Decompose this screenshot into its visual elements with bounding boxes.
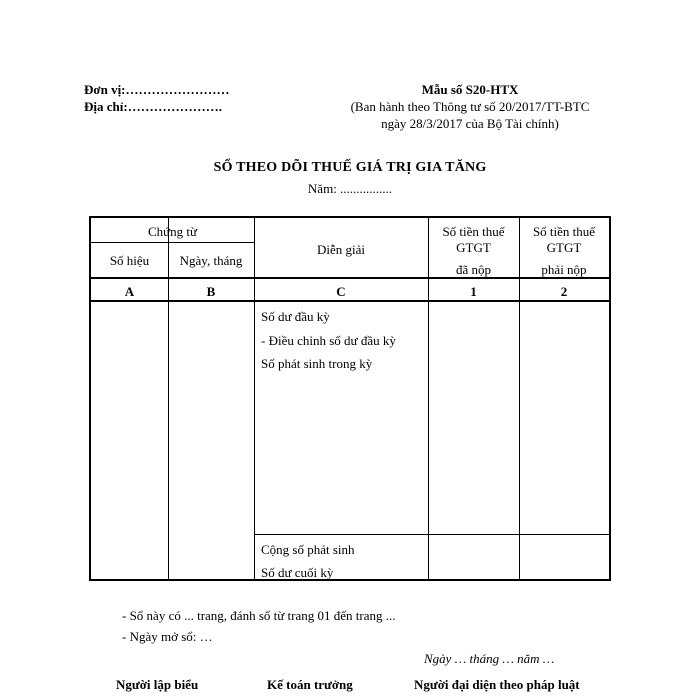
column-code-b: B: [206, 284, 216, 299]
col-divider-b-c: [254, 218, 255, 579]
signature-chief-accountant-label: Kế toán trưởng: [267, 677, 353, 692]
voucher-date-header: Ngày, tháng: [179, 253, 243, 268]
vat-paid-header-line-3: đã nộp: [455, 262, 492, 277]
group-header-divider: [91, 242, 254, 243]
row-adjust-opening-balance: - Điều chỉnh số dư đầu kỳ: [261, 333, 396, 348]
vat-paid-header-line-1: Số tiền thuế: [442, 224, 505, 239]
vat-payable-header-line-3: phải nộp: [541, 262, 587, 277]
form-code: Mẫu số S20-HTX: [421, 82, 519, 97]
voucher-number-header: Số hiệu: [109, 253, 150, 268]
note-page-count: - Sổ này có ... trang, đánh số từ trang 01 đến trang ...: [122, 608, 396, 623]
column-code-2: 2: [560, 284, 568, 299]
document-year: Năm: ................: [307, 181, 393, 196]
unit-label: Đơn vị:……………………: [84, 82, 230, 97]
signature-legal-representative-label: Người đại diện theo pháp luật: [414, 677, 580, 692]
voucher-group-header: Chứng từ: [147, 224, 198, 239]
document-title: SỔ THEO DÕI THUẾ GIÁ TRỊ GIA TĂNG: [213, 160, 487, 175]
row-opening-balance: Số dư đầu kỳ: [261, 309, 330, 324]
row-total-arising: Cộng số phát sinh: [261, 542, 355, 557]
col-divider-a-b: [168, 218, 169, 579]
form-issue-line-1: (Ban hành theo Thông tư số 20/2017/TT-BTC: [350, 99, 590, 114]
form-issue-line-2: ngày 28/3/2017 của Bộ Tài chính): [381, 116, 559, 131]
vat-ledger-table: [89, 216, 611, 581]
row-arising-in-period: Số phát sinh trong kỳ: [261, 356, 373, 371]
description-header: Diễn giải: [316, 242, 365, 257]
column-code-a: A: [124, 284, 135, 299]
address-label: Địa chỉ:………………….: [84, 99, 222, 114]
column-code-1: 1: [470, 284, 477, 299]
vat-payable-header-line-2: GTGT: [546, 240, 582, 255]
signature-preparer-label: Người lập biểu: [116, 677, 199, 692]
code-row-divider: [91, 300, 609, 302]
column-code-c: C: [336, 284, 346, 299]
signature-date-line: Ngày … tháng … năm …: [424, 651, 555, 666]
vat-payable-header-line-1: Số tiền thuế: [532, 224, 596, 239]
note-open-date: - Ngày mở sổ: …: [122, 629, 213, 644]
row-closing-balance: Số dư cuối kỳ: [261, 565, 334, 580]
total-row-divider: [254, 534, 609, 535]
vat-paid-header-line-2: GTGT: [456, 240, 491, 255]
